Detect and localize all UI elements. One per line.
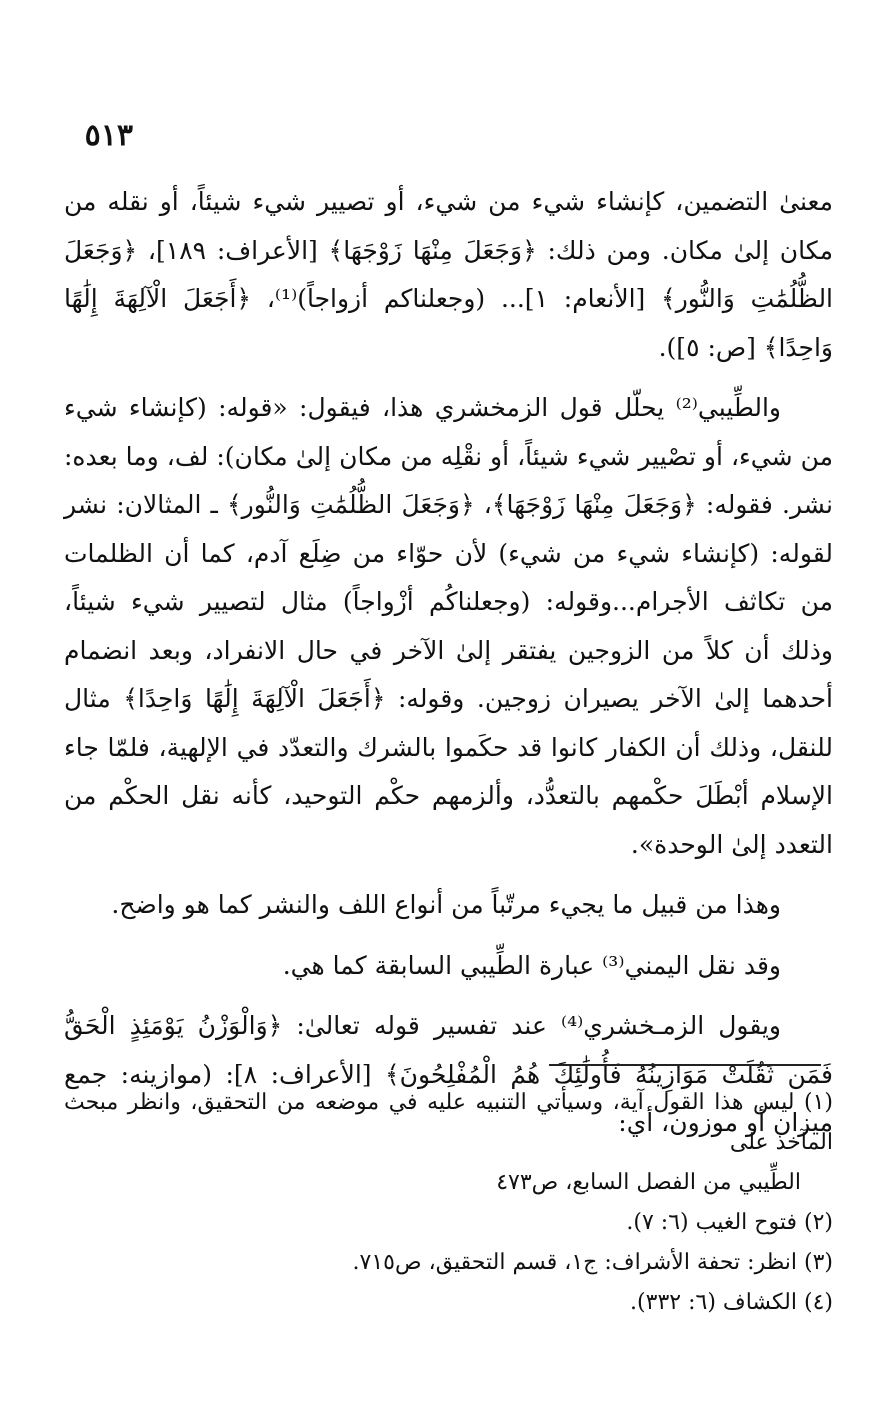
paragraph-2: والطِّيبي⁽²⁾ يحلّل قول الزمخشري هذا، فيقول: «قوله: (كإنشاء شيء من شيء، أو تصْيير شيء شيئاً، أو نقْلِه من مكان إلىٰ مكان): لف، وما بعده: نشر. فقوله: ﴿وَجَعَلَ مِنْهَا زَوْجَهَا﴾، ﴿وَجَعَلَ الظُّلُمَٰتِ وَالنُّور﴾ ـ المثالان: نشر لقوله: (كإنشاء شيء من شيء) لأن حوّاء من ضِلَع آدم، كما أن الظلمات من تكاثف الأجرام...وقوله: (وجعلناكُم أزْواجاً) مثال لتصيير شيء شيئاً، وذلك أن كلاً من الزوجين يفتقر إلىٰ الآخر في حال الانفراد، وبعد انضمام أحدهما إلىٰ الآخر يصيران زوجين. وقوله: ﴿أَجَعَلَ الْآلِهَةَ إِلَٰهًا وَاحِدًا﴾ مثال للنقل، وذلك أن الكفار كانوا قد حكَموا بالشرك والتعدّد في الإلهية، فلمّا جاء الإسلام أبْطَلَ حكْمهم بالتعدُّد، وألزمهم حكْم التوحيد، كأنه نقل الحكْم من التعدد إلىٰ الوحدة».: [64, 393, 833, 859]
footnote-1-continuation: الطِّيبي من الفصل السابع، ص٤٧٣: [496, 1170, 801, 1195]
paragraph-5: ويقول الزمـخشري⁽⁴⁾ عند تفسير قوله تعالىٰ: ﴿وَالْوَزْنُ يَوْمَئِذٍ الْحَقُّ فَمَن ثَقُلَتْ مَوَازِينُهُ فَأُولَٰئِكَ هُمُ الْمُفْلِحُونَ﴾ [الأعراف: ٨]: (موازينه: جمع ميزان أو موزون، أي:: [64, 1011, 833, 1137]
footnote-4: (٤) الكشاف (٦: ٣٣٢).: [630, 1290, 833, 1315]
paragraph-4: وقد نقل اليمني⁽³⁾ عبارة الطِّيبي السابقة كما هي.: [282, 950, 781, 980]
footnote-1: (١) ليس هذا القول آية، وسيأتي التنبيه عليه في موضعه من التحقيق، وانظر مبحث المآخذ على: [64, 1090, 833, 1155]
paragraph-1: معنىٰ التضمين، كإنشاء شيء من شيء، أو تصيير شيء شيئاً، أو نقله من مكان إلىٰ مكان. ومن ذلك: ﴿وَجَعَلَ مِنْهَا زَوْجَهَا﴾ [الأعراف: ١٨٩]، ﴿وَجَعَلَ الظُّلُمَٰتِ وَالنُّور﴾ [الأنعام: ١]... (وجعلناكم أزواجاً)⁽¹⁾، ﴿أَجَعَلَ الْآلِهَةَ إِلَٰهًا وَاحِدًا﴾ [ص: ٥]).: [64, 187, 834, 362]
paragraph-3: وهذا من قبيل ما يجيء مرتّباً من أنواع اللف والنشر كما هو واضح.: [111, 890, 781, 919]
footnotes: [64, 1083, 833, 1323]
footnote-divider: [549, 1064, 821, 1066]
page-number: ٥١٣: [84, 118, 133, 153]
footnote-3: (٣) انظر: تحفة الأشراف: ج١، قسم التحقيق، ص٧١٥.: [352, 1250, 833, 1275]
footnote-2: (٢) فتوح الغيب (٦: ٧).: [626, 1210, 833, 1235]
main-text: [64, 178, 833, 1148]
